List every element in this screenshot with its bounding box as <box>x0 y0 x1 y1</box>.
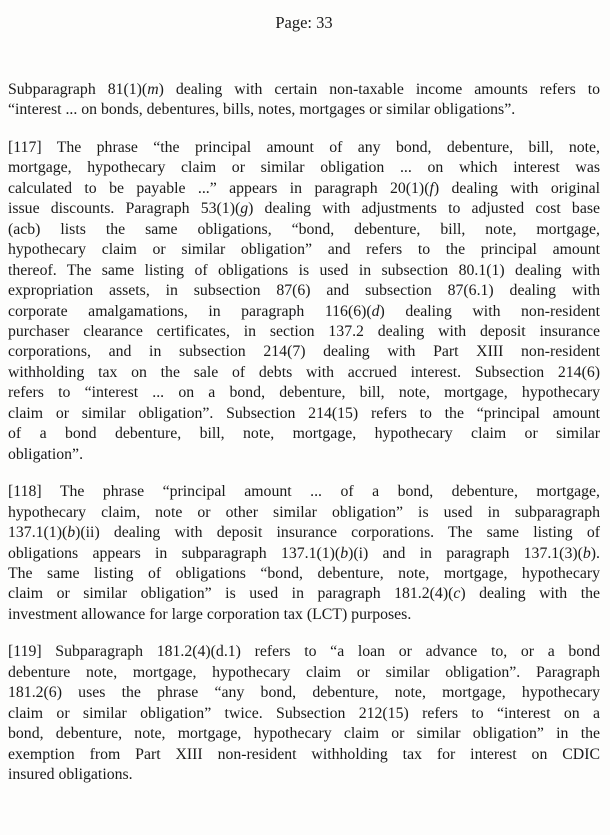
text-line <box>8 683 600 703</box>
text-line <box>8 179 600 199</box>
text-segment: The same listing of obligations “bond, debenture, note, mortgage, hypothecary <box>8 564 600 582</box>
text-line <box>8 240 600 260</box>
text-segment: hypothecary claim or similar obligation” and refers to the principal amount <box>8 241 600 259</box>
text-line <box>8 523 600 543</box>
paragraph-119 <box>8 642 600 785</box>
text-line <box>8 100 600 120</box>
text-segment: exemption from Part XIII non-resident withholding tax for interest on CDIC <box>8 745 600 763</box>
text-segment: bond, debenture, note, mortgage, hypothecary claim or similar obligation” in the <box>8 725 600 743</box>
text-segment: Subparagraph 81(1)( <box>8 81 148 98</box>
text-segment: insured obligations. <box>8 766 133 784</box>
text-segment: obligation”. <box>8 445 84 463</box>
text-segment: of a bond debenture, bill, note, mortgage, hypothecary claim or similar <box>8 425 600 443</box>
text-segment: mortgage, hypothecary claim or similar obligation ... on which interest was <box>8 159 600 177</box>
text-segment: (acb) lists the same obligations, “bond, debenture, bill, note, mortgage, <box>8 220 600 238</box>
text-segment: ) dealing with certain non-taxable income amounts refers to <box>158 81 600 98</box>
text-line <box>8 404 600 424</box>
text-line <box>8 765 600 785</box>
text-segment: )(i) and in paragraph 137.1(3)( <box>348 544 583 562</box>
text-segment: purchaser clearance certificates, in section 137.2 dealing with deposit insurance <box>8 322 600 340</box>
text-segment: corporations, and in subsection 214(7) dealing with Part XIII non-resident <box>8 343 600 361</box>
text-segment: claim or similar obligation” twice. Subsection 212(15) refers to “interest on a <box>8 704 600 722</box>
text-line <box>8 663 600 683</box>
text-segment: withholding tax on the sale of debts with accrued interest. Subsection 214(6) <box>8 363 600 381</box>
text-line <box>8 745 600 765</box>
paragraph-117 <box>8 138 600 465</box>
text-line <box>8 503 600 523</box>
text-segment: investment allowance for large corporation tax (LCT) purposes. <box>8 605 412 623</box>
text-line <box>8 302 600 322</box>
text-line <box>8 642 600 662</box>
statute-letter-italic: d <box>371 302 380 320</box>
text-segment: ) dealing with adjustments to adjusted cost base <box>248 200 600 218</box>
text-line <box>8 342 600 362</box>
text-segment: issue discounts. Paragraph 53(1)( <box>8 200 241 218</box>
statute-letter-italic: c <box>453 585 461 603</box>
text-line <box>8 281 600 301</box>
statute-letter-italic: g <box>240 200 249 218</box>
text-segment: [117] The phrase “the principal amount of any bond, debenture, bill, note, <box>8 138 600 156</box>
text-segment: ) dealing with original <box>433 179 600 197</box>
text-line <box>8 158 600 178</box>
text-segment: ). <box>590 544 600 562</box>
text-segment: ) dealing with the <box>460 585 600 603</box>
text-segment: thereof. The same listing of obligations is used in subsection 80.1(1) dealing with <box>8 261 600 279</box>
text-segment: calculated to be payable ...” appears in paragraph 20(1)( <box>8 179 430 197</box>
text-segment: claim or similar obligation” is used in paragraph 181.2(4)( <box>8 585 454 603</box>
text-segment: obligations appears in subparagraph 137.1(1)( <box>8 544 341 562</box>
text-segment: [118] The phrase “principal amount ... of a bond, debenture, mortgage, <box>8 483 600 501</box>
text-line <box>8 704 600 724</box>
paragraph-intro <box>8 80 600 121</box>
statute-letter-italic: b <box>67 524 76 542</box>
text-segment: hypothecary claim, note or other similar obligation” is used in subparagraph <box>8 503 600 521</box>
text-line <box>8 220 600 240</box>
text-segment: claim or similar obligation”. Subsection 214(15) refers to the “principal amount <box>8 404 600 422</box>
statute-letter-italic: m <box>147 81 159 98</box>
text-segment: 137.1(1)( <box>8 524 68 542</box>
text-segment: 181.2(6) uses the phrase “any bond, debenture, note, mortgage, hypothecary <box>8 684 600 702</box>
paragraph-118 <box>8 482 600 625</box>
text-line <box>8 544 600 564</box>
text-line <box>8 424 600 444</box>
statute-letter-italic: f <box>429 179 434 197</box>
text-line <box>8 584 600 604</box>
text-segment: )(ii) dealing with deposit insurance corporations. The same listing of <box>75 524 600 542</box>
text-line <box>8 261 600 281</box>
text-line <box>8 564 600 584</box>
statute-letter-italic: b <box>340 544 349 562</box>
text-line <box>8 605 600 625</box>
text-line <box>8 445 600 465</box>
document-body <box>8 80 600 786</box>
text-line <box>8 199 600 219</box>
text-line <box>8 322 600 342</box>
text-line <box>8 482 600 502</box>
text-line <box>8 724 600 744</box>
text-line <box>8 138 600 158</box>
text-segment: expropriation assets, in subsection 87(6) and subsection 87(6.1) dealing with <box>8 282 600 300</box>
text-line <box>8 383 600 403</box>
text-segment: [119] Subparagraph 181.2(4)(d.1) refers to “a loan or advance to, or a bond <box>8 643 600 661</box>
text-segment: corporate amalgamations, in paragraph 116(6)( <box>8 302 372 320</box>
text-segment: refers to “interest ... on a bond, debenture, bill, note, mortgage, hypothecary <box>8 384 600 402</box>
text-line <box>8 363 600 383</box>
text-line <box>8 80 600 100</box>
text-segment: debenture note, mortgage, hypothecary claim or similar obligation”. Paragraph <box>8 663 600 681</box>
page-number-header: Page: 33 <box>275 13 333 32</box>
text-segment: ) dealing with non-resident <box>379 302 600 320</box>
statute-letter-italic: b <box>582 544 591 562</box>
text-segment: “interest ... on bonds, debentures, bills, notes, mortgages or similar obligations”. <box>8 101 516 119</box>
